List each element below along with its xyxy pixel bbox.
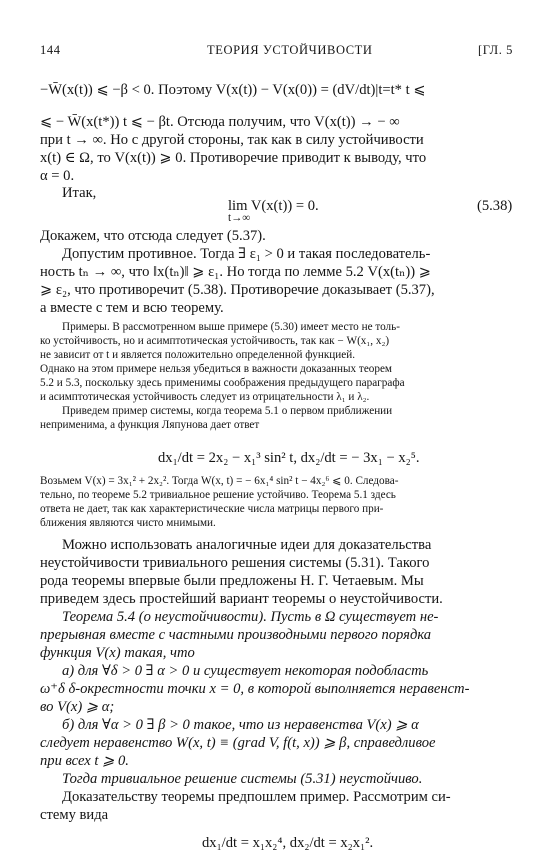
chapter-label: [ГЛ. 5 <box>478 43 514 57</box>
text-line: а вместе с тем и всю теорему. <box>40 300 224 316</box>
text-line: α = 0. <box>40 168 75 184</box>
text-line: (5.38) <box>477 198 513 214</box>
text-line: неустойчивости тривиального решения системы (5.31). Такого <box>40 555 430 571</box>
text-line: стему вида <box>40 807 109 823</box>
text-line: ко устойчивость, но и асимптотическая устойчивость, так как − W(x₁, x₂) <box>40 335 390 347</box>
text-line: Допустим противное. Тогда ∃ ε₁ > 0 и такая последователь- <box>62 246 431 262</box>
text-line: 5.2 и 5.3, поскольку здесь применимы соображения предыдущего параграфа <box>40 377 405 389</box>
text-line: приведем здесь простейший вариант теоремы о неустойчивости. <box>40 591 443 607</box>
text-line: Однако на этом примере нельзя убедиться в важности доказанных теорем <box>40 363 393 375</box>
text-line: Примеры. В рассмотренном выше примере (5.30) имеет место не толь- <box>62 321 400 333</box>
text-line: ⩽ − W̄(x(t*)) t ⩽ − βt. Отсюда получим, что V(x(t)) → − ∞ <box>40 114 400 130</box>
text-line: при t → ∞. Но с другой стороны, так как в силу устойчивости <box>40 132 424 148</box>
text-line: x(t) ∈ Ω, то V(x(t)) ⩾ 0. Противоречие приводит к выводу, что <box>40 150 427 166</box>
text-line: Приведем пример системы, когда теорема 5.1 о первом приближении <box>62 405 393 417</box>
text-line: t→∞ <box>228 212 251 224</box>
text-line: Итак, <box>62 185 97 201</box>
text-line: ближения являются чисто мнимыми. <box>40 517 216 529</box>
page-number: 144 <box>40 43 61 57</box>
text-line: во V(x) ⩾ α; <box>40 699 115 715</box>
text-line: неприменима, а функция Ляпунова дает ответ <box>40 419 260 431</box>
text-line: Можно использовать аналогичные идеи для доказательства <box>62 537 432 553</box>
text-line: рода теоремы впервые были предложены Н. Г. Четаевым. Мы <box>40 573 424 589</box>
text-line: Тогда тривиальное решение системы (5.31) неустойчиво. <box>62 771 423 787</box>
text-line: dx₁/dt = 2x₂ − x₁³ sin² t, dx₂/dt = − 3x₁ − x₂⁵. <box>158 450 420 466</box>
text-line: следует неравенство W(x, t) ≡ (grad V, f(t, x)) ⩾ β, справедливое <box>40 735 436 751</box>
text-line: ответа не дает, так как характеристические числа матрицы первого при- <box>40 503 384 515</box>
text-line: и асимптотическая устойчивость следует из отрицательности λ₁ и λ₂. <box>40 391 370 403</box>
text-line: а) для ∀δ > 0 ∃ α > 0 и существует некоторая подобласть <box>62 663 429 679</box>
running-title: ТЕОРИЯ УСТОЙЧИВОСТИ <box>207 43 373 57</box>
text-line: функция V(x) такая, что <box>40 645 195 661</box>
text-line: Доказательству теоремы предпошлем пример. Рассмотрим си- <box>62 789 451 805</box>
text-line: ω⁺δ δ-окрестности точки x = 0, в которой выполняется неравенст- <box>40 681 470 697</box>
text-line: б) для ∀α > 0 ∃ β > 0 такое, что из неравенства V(x) ⩾ α <box>62 717 419 733</box>
text-line: −W̄(x(t)) ⩽ −β < 0. Поэтому V(x(t)) − V(x(0)) = (dV/dt)|t=t* t ⩽ <box>40 82 426 98</box>
text-line: при всех t ⩾ 0. <box>40 753 129 769</box>
text-line: Докажем, что отсюда следует (5.37). <box>40 228 266 244</box>
text-line: dx₁/dt = x₁x₂⁴, dx₂/dt = x₂x₁². <box>202 835 374 851</box>
text-line: тельно, по теореме 5.2 тривиальное решение устойчиво. Теорема 5.1 здесь <box>40 489 396 501</box>
text-line: прерывная вместе с частными производными первого порядка <box>40 627 432 643</box>
text-line: ность tₙ → ∞, что ‖x(tₙ)‖ ⩾ ε₁. Но тогда по лемме 5.2 V(x(tₙ)) ⩾ <box>40 264 431 280</box>
text-line: ⩾ ε₂, что противоречит (5.38). Противоречие доказывает (5.37), <box>40 282 435 298</box>
text-line: не зависит от t и является положительно определенной функцией. <box>40 349 355 361</box>
text-line: Теорема 5.4 (о неустойчивости). Пусть в Ω существует не- <box>62 609 439 625</box>
text-line: lim V(x(t)) = 0. <box>228 198 319 214</box>
text-line: Возьмем V(x) = 3x₁² + 2x₂². Тогда W(x, t) = − 6x₁⁴ sin² t − 4x₂⁶ ⩽ 0. Следова- <box>40 475 399 487</box>
